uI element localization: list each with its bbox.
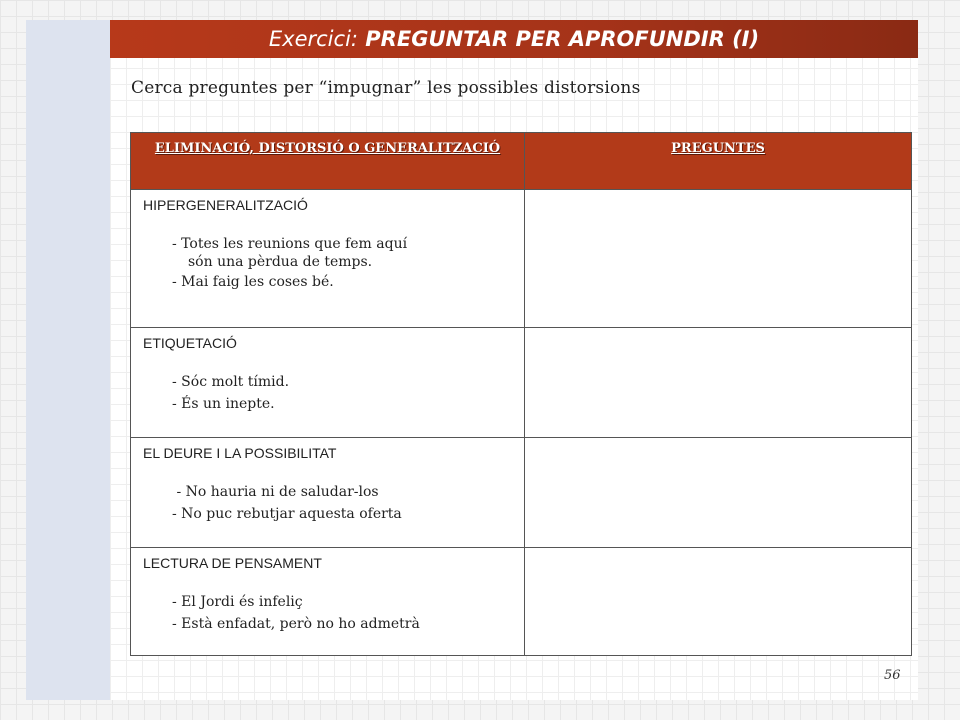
example-line: - És un inepte. <box>172 396 275 412</box>
example-line: - Mai faig les coses bé. <box>172 274 334 290</box>
distortions-table <box>130 132 912 656</box>
slide-title-bar <box>110 20 918 58</box>
example-line: - No puc rebutjar aquesta oferta <box>172 506 402 522</box>
side-decoration-strip <box>26 20 111 700</box>
distortion-cell <box>131 190 525 328</box>
questions-answer-cell[interactable] <box>525 190 912 328</box>
questions-answer-cell[interactable] <box>525 328 912 438</box>
questions-answer-cell[interactable] <box>525 438 912 548</box>
table-row <box>131 328 912 438</box>
table-row <box>131 190 912 328</box>
example-line: - Sóc molt tímid. <box>172 374 290 390</box>
questions-answer-cell[interactable] <box>525 548 912 656</box>
distortion-cell <box>131 438 525 548</box>
example-line: - El Jordi és infeliç <box>172 594 303 610</box>
example-line <box>143 233 512 271</box>
header-questions-column: PREGUNTES <box>525 133 912 190</box>
distortion-cell <box>131 328 525 438</box>
slide-subtitle: Cerca preguntes per “impugnar” les possibles distorsions <box>131 78 641 98</box>
example-line: - No hauria ni de saludar-los <box>172 484 379 500</box>
page-number: 56 <box>884 668 901 683</box>
table-header-row <box>131 133 912 190</box>
header-distortion-column: ELIMINACIÓ, DISTORSIÓ O GENERALITZACIÓ <box>131 133 525 190</box>
table-row <box>131 438 912 548</box>
distortion-category: HIPERGENERALITZACIÓ <box>143 197 308 213</box>
example-text-continuation: són una pèrdua de temps. <box>188 254 373 270</box>
distortion-category: LECTURA DE PENSAMENT <box>143 555 322 571</box>
slide-title: PREGUNTAR PER APROFUNDIR (I) <box>357 27 760 51</box>
table-row <box>131 548 912 656</box>
title-prefix: Exercici: <box>268 27 358 51</box>
example-line: - Està enfadat, però no ho admetrà <box>172 616 420 632</box>
distortion-cell <box>131 548 525 656</box>
distortion-category: ETIQUETACIÓ <box>143 335 237 351</box>
example-text: - Totes les reunions que fem aquí <box>172 236 408 252</box>
distortion-category: EL DEURE I LA POSSIBILITAT <box>143 445 337 461</box>
